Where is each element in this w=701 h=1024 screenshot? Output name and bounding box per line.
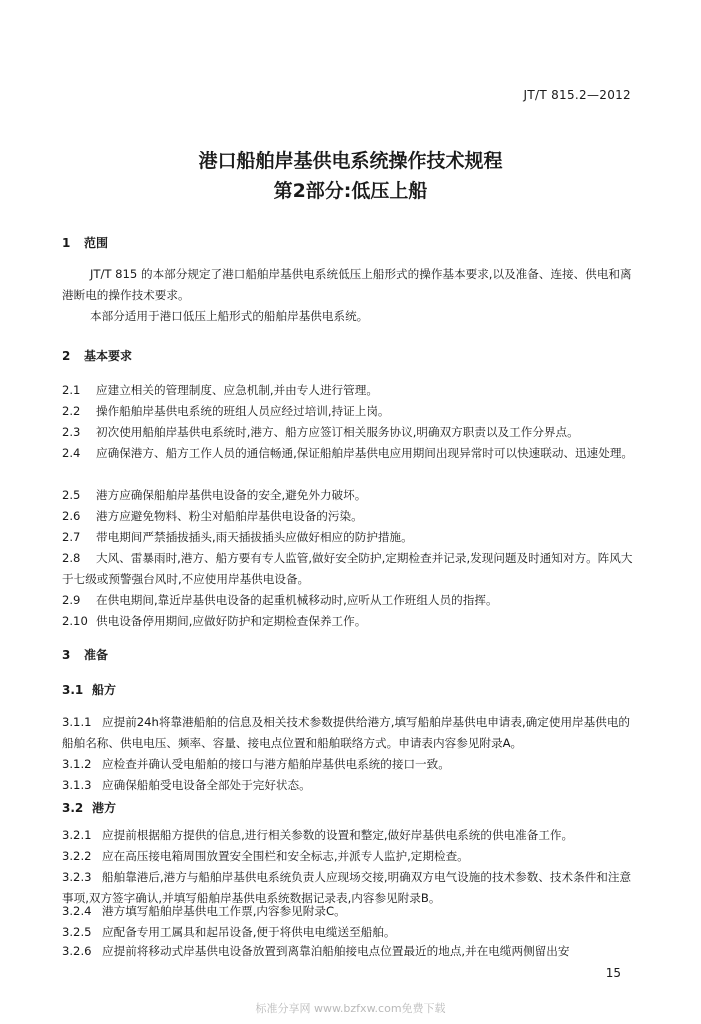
clause-number: 2.2 (62, 404, 81, 418)
section-title: 基本要求 (84, 349, 133, 363)
clause-text: 应建立相关的管理制度、应急机制,并由专人进行管理。 (96, 383, 378, 397)
clause-2-6 (62, 506, 640, 527)
clause-text: 应提前根据船方提供的信息,进行相关参数的设置和整定,做好岸基供电系统的供电准备工作。 (102, 828, 574, 842)
subsection-3-2-heading (62, 799, 116, 816)
clause-text: 应检查并确认受电船舶的接口与港方船舶岸基供电系统的接口一致。 (102, 757, 450, 771)
clause-number: 2.3 (62, 425, 81, 439)
clause-number: 3.1.3 (62, 778, 92, 792)
scope-paragraph-1: JT/T 815 的本部分规定了港口船舶岸基供电系统低压上船形式的操作基本要求,以及准备、连接、供电和离港断电的操作技术要求。 (62, 267, 632, 302)
scope-paragraph-2: 本部分适用于港口低压上船形式的船舶岸基供电系统。 (90, 309, 369, 323)
clause-number: 3.1.2 (62, 757, 92, 771)
subsection-title: 港方 (92, 801, 117, 815)
subsection-title: 船方 (92, 683, 117, 697)
clause-2-3 (62, 422, 640, 443)
clause-number: 2.10 (62, 614, 88, 628)
clause-3-2-2 (62, 846, 640, 867)
page-number: 15 (605, 966, 621, 980)
clause-text: 操作船舶岸基供电系统的班组人员应经过培训,持证上岗。 (96, 404, 390, 418)
footer-watermark: 标准分享网 www.bzfxw.com免费下载 (255, 1002, 446, 1015)
clause-2-10 (62, 611, 640, 632)
clause-3-2-1 (62, 825, 640, 846)
clause-text: 供电设备停用期间,应做好防护和定期检查保养工作。 (96, 614, 367, 628)
clause-number: 2.4 (62, 446, 81, 460)
clause-3-2-5 (62, 922, 640, 943)
section-number: 1 (62, 236, 71, 250)
clause-2-1 (62, 380, 640, 401)
clause-number: 3.2.4 (62, 904, 92, 918)
clause-number: 2.8 (62, 551, 81, 565)
clause-number: 3.2.3 (62, 870, 92, 884)
clause-text: 在供电期间,靠近岸基供电设备的起重机械移动时,应听从工作班组人员的指挥。 (96, 593, 498, 607)
clause-number: 3.2.6 (62, 944, 92, 958)
clause-2-9 (62, 590, 640, 611)
clause-text: 船舶靠港后,港方与船舶岸基供电系统负责人应现场交接,明确双方电气设施的技术参数、技术条件和注意事项,双方签字确认,并填写船舶岸基供电系统数据记录表,内容参见附录B。 (62, 870, 632, 905)
section-2-heading (62, 347, 132, 364)
section-1-heading (62, 234, 108, 251)
clause-2-7 (62, 527, 640, 548)
clause-number: 2.7 (62, 530, 81, 544)
section-number: 3 (62, 648, 71, 662)
clause-3-1-3 (62, 775, 640, 796)
subsection-number: 3.2 (62, 801, 84, 815)
clause-3-2-6 (62, 941, 640, 962)
clause-text: 应提前将移动式岸基供电设备放置到离靠泊船舶接电点位置最近的地点,并在电缆两侧留出安 (102, 944, 570, 958)
clause-2-2 (62, 401, 640, 422)
clause-text: 港方应确保船舶岸基供电设备的安全,避免外力破坏。 (96, 488, 367, 502)
clause-text: 大风、雷暴雨时,港方、船方要有专人监管,做好安全防护,定期检查并记录,发现问题及时通知对方。阵风大于七级或预警强台风时,不应使用岸基供电设备。 (62, 551, 633, 586)
clause-3-1-1 (62, 712, 640, 754)
clause-2-5 (62, 485, 640, 506)
subsection-3-1-heading (62, 681, 116, 698)
section-title: 准备 (84, 648, 109, 662)
clause-2-8 (62, 548, 640, 590)
clause-number: 3.2.1 (62, 828, 92, 842)
clause-text: 港方应避免物料、粉尘对船舶岸基供电设备的污染。 (96, 509, 363, 523)
clause-text: 应确保港方、船方工作人员的通信畅通,保证船舶岸基供电应用期间出现异常时可以快速联动、迅速处理。 (96, 446, 634, 460)
clause-3-1-2 (62, 754, 640, 775)
clause-number: 3.1.1 (62, 715, 92, 729)
section-3-heading (62, 646, 108, 663)
clause-number: 2.5 (62, 488, 81, 502)
clause-2-4 (62, 443, 640, 464)
clause-text: 港方填写船舶岸基供电工作票,内容参见附录C。 (102, 904, 346, 918)
clause-text: 应在高压接电箱周围放置安全围栏和安全标志,并派专人监护,定期检查。 (102, 849, 469, 863)
clause-text: 应确保船舶受电设备全部处于完好状态。 (102, 778, 311, 792)
clause-number: 3.2.2 (62, 849, 92, 863)
section-title: 范围 (84, 236, 109, 250)
subsection-number: 3.1 (62, 683, 84, 697)
clause-text: 应提前24h将靠港船舶的信息及相关技术参数提供给港方,填写船舶岸基供电申请表,确定使用岸基供电的船舶名称、供电电压、频率、容量、接电点位置和船舶联络方式。申请表内容参见附录A。 (62, 715, 631, 750)
clause-number: 2.1 (62, 383, 81, 397)
document-title: 港口船舶岸基供电系统操作技术规程 (198, 150, 503, 172)
clause-number: 2.9 (62, 593, 81, 607)
clause-number: 3.2.5 (62, 925, 92, 939)
clause-text: 初次使用船舶岸基供电系统时,港方、船方应签订相关服务协议,明确双方职责以及工作分界点。 (96, 425, 579, 439)
standard-number: JT/T 815.2—2012 (523, 88, 631, 102)
clause-text: 带电期间严禁插拔插头,雨天插拔插头应做好相应的防护措施。 (96, 530, 413, 544)
section-number: 2 (62, 349, 71, 363)
clause-3-2-4 (62, 901, 640, 922)
document-subtitle: 第2部分:低压上船 (273, 180, 428, 202)
clause-text: 应配备专用工属具和起吊设备,便于将供电电缆送至船舶。 (102, 925, 396, 939)
clause-number: 2.6 (62, 509, 81, 523)
